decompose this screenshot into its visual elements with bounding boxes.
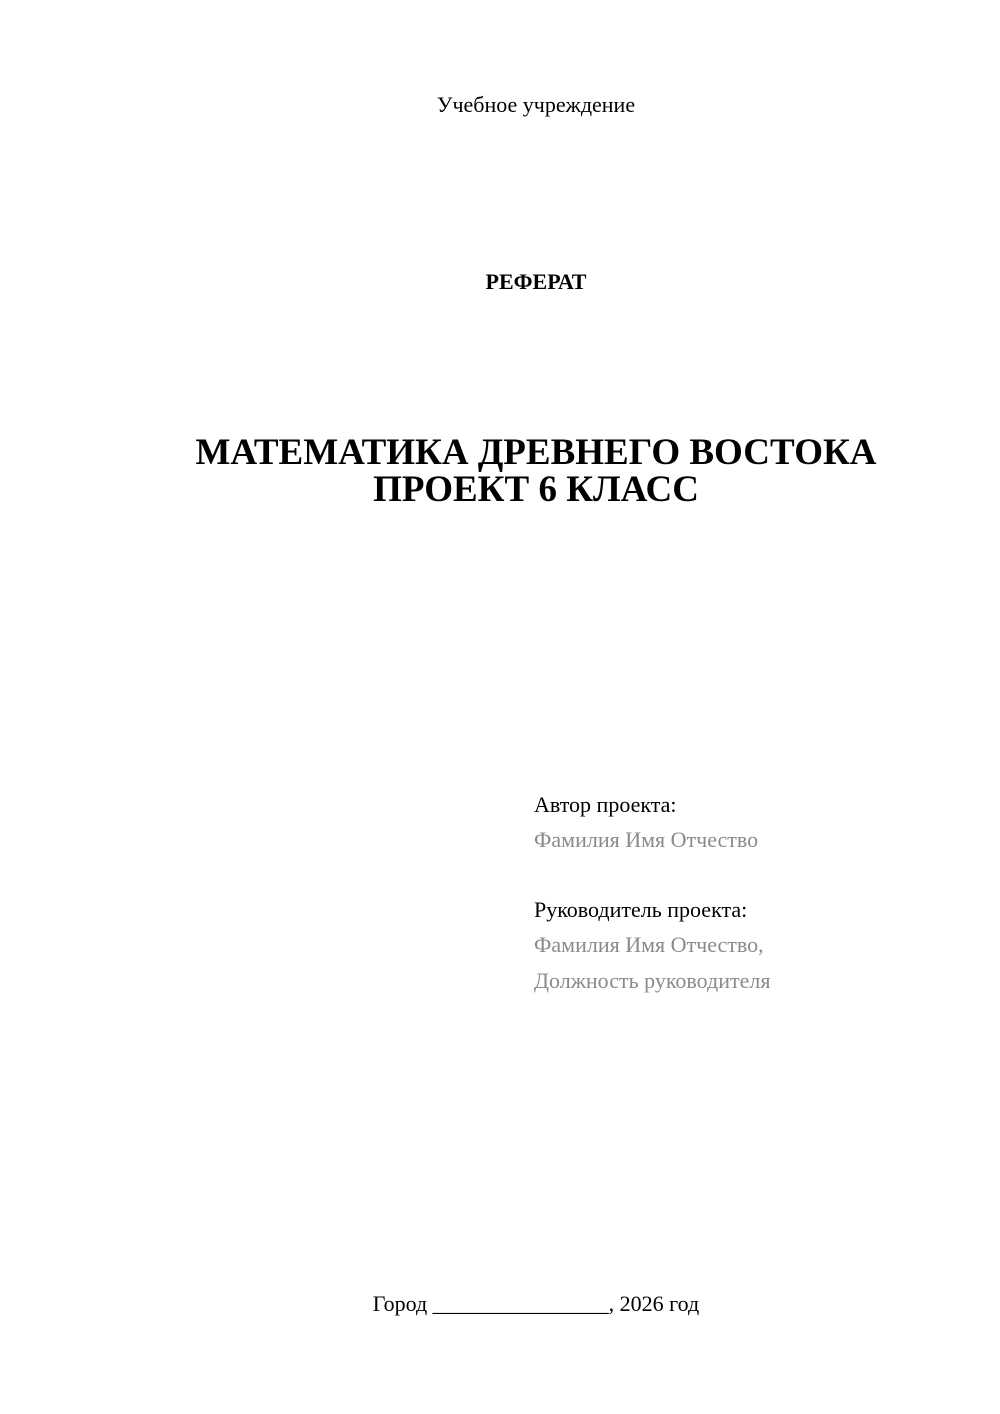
supervisor-position: Должность руководителя — [534, 968, 771, 993]
author-name: Фамилия Имя Отчество — [534, 827, 759, 852]
title-line-1: МАТЕМАТИКА ДРЕВНЕГО ВОСТОКА — [195, 432, 877, 473]
spacer — [534, 858, 974, 893]
author-label: Автор проекта: — [534, 792, 677, 817]
document-title — [0, 434, 1000, 508]
supervisor-name: Фамилия Имя Отчество, — [534, 932, 764, 957]
institution-name: Учебное учреждение — [436, 92, 636, 117]
supervisor-label: Руководитель проекта: — [534, 897, 748, 922]
project-info — [534, 788, 974, 999]
document-type: РЕФЕРАТ — [485, 269, 587, 294]
city-year-line: Город ________________, 2026 год — [372, 1291, 700, 1316]
title-line-2: ПРОЕКТ 6 КЛАСС — [373, 469, 699, 510]
